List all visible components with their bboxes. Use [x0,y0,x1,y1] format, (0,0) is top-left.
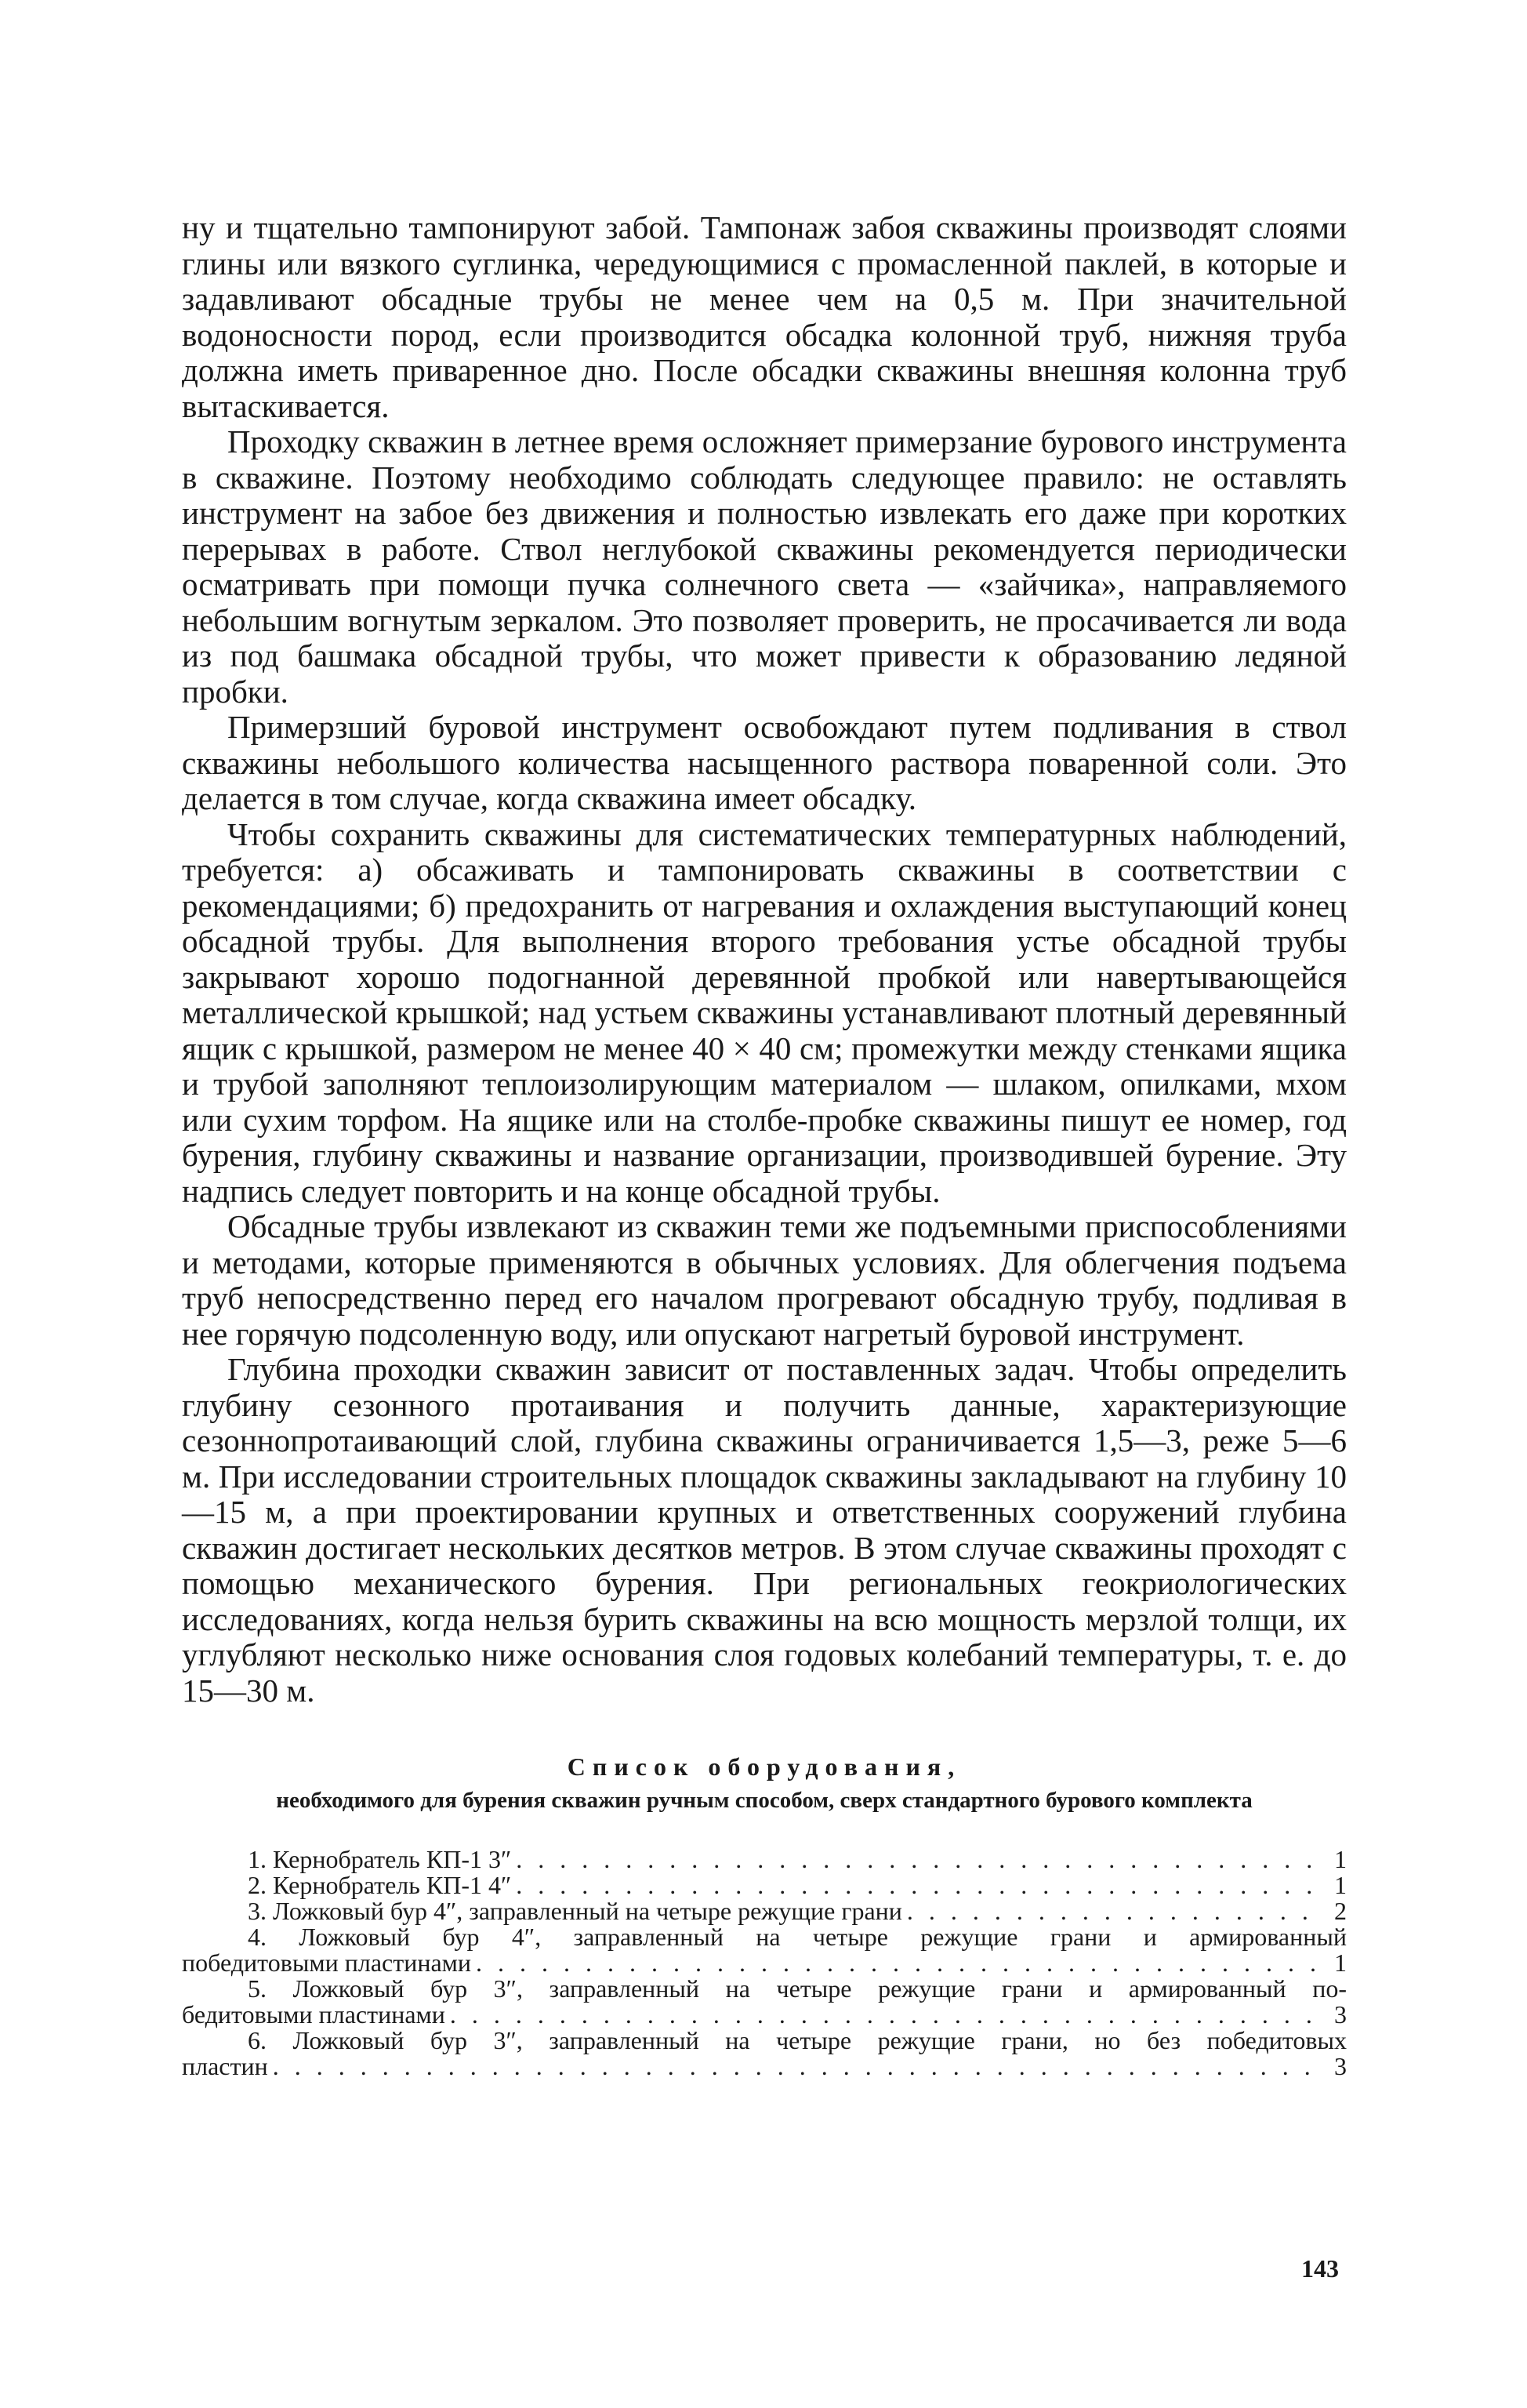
item-label-line-1: 5. Ложковый бур 3″, заправленный на четыре режущие грани и армированный по- [248,1974,1347,2003]
paragraph-1: ну и тщательно тампонируют забой. Тампонаж забоя скважины производят слоями глины или вязкого суглинка, чередующимися с промасленной паклей, в которые и задавливают обсадные трубы не менее чем на 0,5 м. При значительной водоносности пород, если производится обсадка колонной труб, нижняя труба должна иметь приваренное дно. После обсадки скважины внешняя колонна труб вытаскивается. [182,209,1347,424]
list-item [182,1924,1347,1976]
paragraph-3: Примерзший буровой инструмент освобождают путем подливания в ствол скважины небольшого количества насыщенного раствора поваренной соли. Это делается в том случае, когда скважина имеет обсадку. [182,709,1347,816]
item-label-line-2: победитовыми пластинами [182,1949,472,1977]
dot-leader [516,1872,1322,1898]
body-text [182,210,1347,1709]
item-quantity: 1 [1334,1845,1347,1873]
equipment-heading [182,1749,1347,1817]
item-label-line-1: 6. Ложковый бур 3″, заправленный на четыре режущие грани, но без победитовых [248,2026,1347,2054]
paragraph-6: Глубина проходки скважин зависит от поставленных задач. Чтобы определить глубину сезонного протаивания и получить данные, характеризующие сезоннопротаивающий слой, глубина скважины ограничивается 1,5—3, реже 5—6 м. При исследовании строительных площадок скважины закладывают на глубину 10—15 м, а при проектировании крупных и ответственных сооружений глубина скважин достигает нескольких десятков метров. В этом случае скважины проходят с помощью механического бурения. При региональных геокриологических исследованиях, когда нельзя бурить скважины на всю мощность мерзлой толщи, их углубляют несколько ниже основания слоя годовых колебаний температуры, т. е. до 15—30 м. [182,1351,1347,1709]
item-label: 3. Ложковый бур 4″, заправленный на четыре режущие грани [248,1897,902,1925]
dot-leader [450,2002,1322,2028]
item-label: 2. Кернобратель КП-1 4″ [248,1871,512,1899]
page-content [182,210,1347,2079]
list-item [182,1847,1347,1872]
list-item [182,2028,1347,2079]
item-quantity: 3 [1334,2000,1347,2028]
paragraph-5: Обсадные трубы извлекают из скважин теми же подъемными приспособлениями и методами, которые применяются в обычных условиях. Для облегчения подъема труб непосредственно перед его началом прогревают обсадную трубу, подливая в нее горячую подсоленную воду, или опускают нагретый буровой инструмент. [182,1208,1347,1352]
item-label-line-1: 4. Ложковый бур 4″, заправленный на четыре режущие грани и армированный [248,1923,1347,1951]
dot-leader [273,2054,1322,2079]
dot-leader [516,1847,1322,1872]
item-label: 1. Кернобратель КП-1 3″ [248,1845,512,1873]
equipment-list [182,1847,1347,2079]
item-quantity: 1 [1334,1949,1347,1977]
item-label-line-2: бедитовыми пластинами [182,2000,445,2028]
equipment-subtitle: необходимого для бурения скважин ручным способом, сверх стандартного бурового комплекта [276,1788,1253,1813]
dot-leader [907,1898,1322,1924]
paragraph-2: Проходку скважин в летнее время осложняет примерзание бурового инструмента в скважине. Поэтому необходимо соблюдать следующее правило: не оставлять инструмент на забое без движения и полностью извлекать его даже при коротких перерывах в работе. Ствол неглубокой скважины рекомендуется периодически осматривать при помощи пучка солнечного света — «зайчика», направляемого небольшим вогнутым зеркалом. Это позволяет проверить, не просачивается ли вода из под башмака обсадной трубы, что может привести к образованию ледяной пробки. [182,423,1347,710]
list-item [182,1898,1347,1924]
item-quantity: 1 [1334,1871,1347,1899]
paragraph-4: Чтобы сохранить скважины для систематических температурных наблюдений, требуется: а) обсаживать и тампонировать скважины в соответствии с рекомендациями; б) предохранить от нагревания и охлаждения выступающий конец обсадной трубы. Для выполнения второго требования устье обсадной трубы закрывают хорошо подогнанной деревянной пробкой или навертывающейся металлической крышкой; над устьем скважины устанавливают плотный деревянный ящик с крышкой, размером не менее 40 × 40 см; промежутки между стенками ящика и трубой заполняют теплоизолирующим материалом — шлаком, опилками, мхом или сухим торфом. На ящике или на столбе-пробке скважины пишут ее номер, год бурения, глубину скважины и название организации, производившей бурение. Эту надпись следует повторить и на конце обсадной трубы. [182,815,1347,1209]
list-item [182,1976,1347,2028]
item-quantity: 2 [1334,1897,1347,1925]
item-quantity: 3 [1334,2052,1347,2080]
list-item [182,1872,1347,1898]
equipment-title: Список оборудования, [567,1752,962,1781]
dot-leader [476,1950,1322,1976]
item-label-line-2: пластин [182,2052,268,2080]
page-number: 143 [1301,2254,1339,2283]
